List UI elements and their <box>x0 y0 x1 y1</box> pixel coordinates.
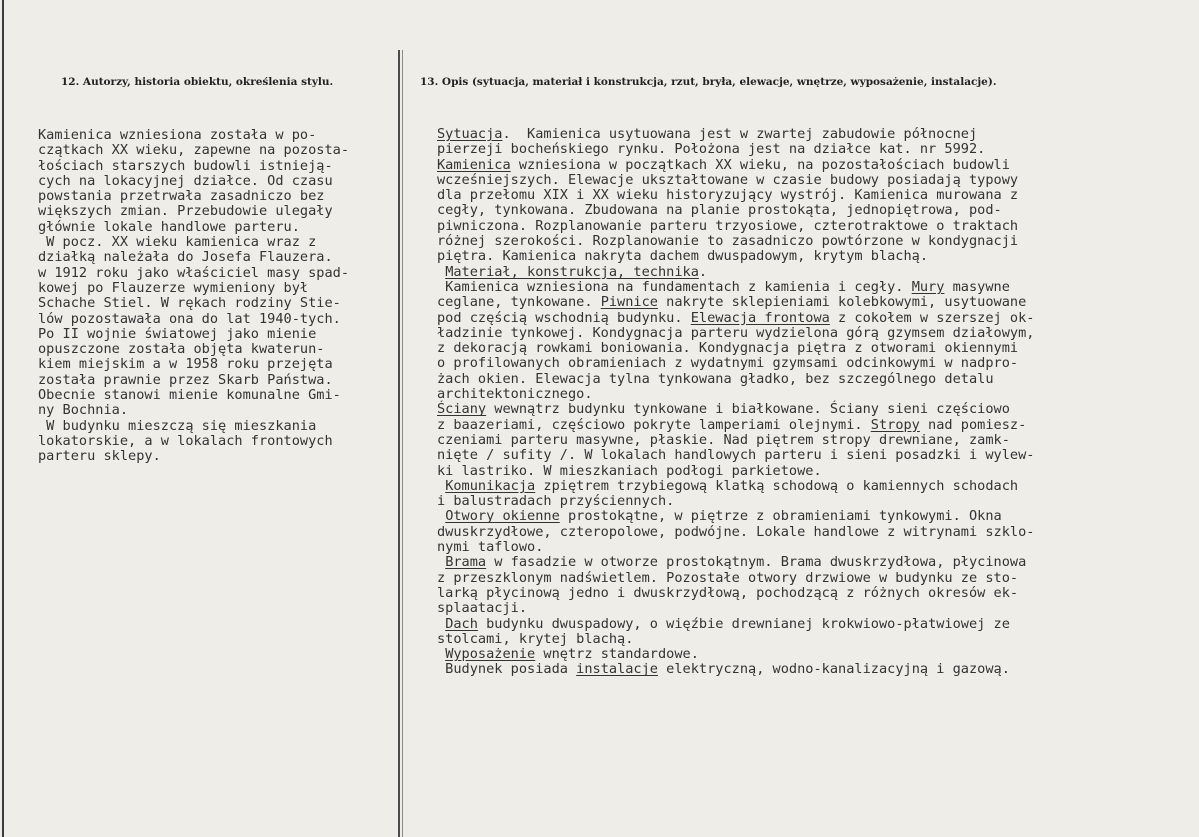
description-text-line <box>437 662 1034 677</box>
text-segment: piętra. Kamienica nakryta dachem dwuspadowym, krytym blachą. <box>437 248 929 265</box>
text-segment: różnej szerokości. Rozplanowanie to zasadniczo powtórzone w kondygnacji <box>437 233 1019 250</box>
text-segment: nymi taflowo. <box>437 539 544 556</box>
text-segment: z dekoracją rowkami boniowania. Kondygnacja piętra z otworami okiennymi <box>437 340 1019 357</box>
underlined-keyword: Elewacja frontowa <box>690 309 830 326</box>
underlined-keyword: Dach <box>445 615 478 632</box>
text-segment: z cokołem w szerszej ok- <box>829 309 1035 326</box>
description-text-line <box>437 311 1034 326</box>
underlined-keyword: instalacje <box>576 661 658 678</box>
text-segment: wewnątrz budynku tynkowane i białkowane. Ściany sieni częściowo <box>486 401 1010 418</box>
text-segment: z baazeriami, częściowo pokryte lamperiami olejnymi. <box>437 416 871 433</box>
text-segment: Budynek posiada <box>437 661 577 678</box>
text-segment <box>437 646 445 662</box>
description-text-line <box>437 418 1034 433</box>
description-text-column <box>437 127 1034 678</box>
description-text-line <box>437 617 1034 632</box>
description-text-line <box>437 326 1034 341</box>
text-segment: larką płycinową jedno i dwuskrzydłową, pochodzącą z różnych okresów ek- <box>437 584 1019 601</box>
section-12-heading: 12. Autorzy, historia obiektu, określenia stylu. <box>61 76 334 88</box>
text-segment: stolcami, krytej blachą. <box>437 630 634 647</box>
description-text-line <box>437 494 1034 509</box>
section-13-heading <box>420 76 997 88</box>
history-text-line: opuszczone została objęta kwaterun- <box>38 341 325 358</box>
text-segment: pod częścią wschodnią budynku. <box>437 309 691 326</box>
description-text-line <box>437 448 1034 463</box>
description-text-line <box>437 280 1034 295</box>
description-text-line <box>437 571 1034 586</box>
page-left-edge <box>2 0 4 837</box>
history-text-line: ny Bochnia. <box>38 402 129 419</box>
underlined-keyword: Kamienica <box>437 156 511 173</box>
description-text-line <box>437 601 1034 616</box>
text-segment: ceglane, tynkowane. <box>437 294 601 311</box>
description-text-line <box>437 509 1034 524</box>
text-segment <box>437 554 445 570</box>
history-text-line: działką należała do Josefa Flauzera. <box>38 249 333 266</box>
section-13-subtitle: (sytuacja, materiał i konstrukcja, rzut, bryła, elewacje, wnętrze, wyposażenie, instalacje). <box>468 76 997 88</box>
text-segment: nięte / sufity /. W lokalach handlowych parteru i sieni posadzki i wylew- <box>437 447 1035 464</box>
text-segment: o profilowanych obramieniach z wydatnymi gzymsami odcinkowymi w nadpro- <box>437 355 1019 372</box>
text-segment: nad pomiesz- <box>919 416 1027 433</box>
description-text-line <box>437 127 1034 142</box>
text-segment: . <box>698 263 708 280</box>
underlined-keyword: Mury <box>911 278 945 295</box>
text-segment: zpiętrem trzybiegową klatką schodową o kamiennych schodach <box>535 477 1019 494</box>
underlined-keyword: Piwnice <box>600 294 658 311</box>
underlined-keyword: Ściany <box>437 401 487 418</box>
text-segment: wnętrz standardowe. <box>535 646 699 663</box>
history-text-line: czątkach XX wieku, zapewne na pozosta- <box>38 142 349 159</box>
text-segment: splaatacji. <box>437 600 528 617</box>
history-text-line: łościach starszych budowli istnieją- <box>38 157 333 174</box>
description-text-line <box>437 249 1034 264</box>
history-text-line: Obecnie stanowi mienie komunalne Gmi- <box>38 387 341 404</box>
text-segment: ładzinie tynkowej. Kondygnacja parteru wydzielona górą gzymsem działowym, <box>437 324 1035 341</box>
description-text-line <box>437 356 1034 371</box>
text-segment: architektonicznego. <box>437 386 593 403</box>
text-segment: dwuskrzydłowe, czteropolowe, podwójne. Lokale handlowe z witrynami szklo- <box>437 523 1035 540</box>
history-text-line: lów pozostawała ona do lat 1940-tych. <box>38 310 341 327</box>
description-text-line <box>437 341 1034 356</box>
description-text-line <box>437 203 1034 218</box>
history-text-column <box>38 128 349 465</box>
underlined-keyword: Materiał, konstrukcja, technika <box>445 263 699 280</box>
history-text-line: Schache Stiel. W rękach rodziny Stie- <box>38 295 341 312</box>
history-text-line: kiem miejskim a w 1958 roku przejęta <box>38 356 333 373</box>
text-segment: żach okien. Elewacja tylna tynkowana gładko, bez szczególnego detalu <box>437 370 994 387</box>
text-segment: . Kamienica usytuowana jest w zwartej zabudowie północnej <box>502 126 978 142</box>
description-text-line <box>437 173 1034 188</box>
text-segment: w fasadzie w otworze prostokątnym. Brama dwuskrzydłowa, płycinowa <box>486 554 1027 571</box>
section-13-number: 13. Opis <box>420 76 469 88</box>
underlined-keyword: Komunikacja <box>445 477 536 494</box>
description-text-line <box>437 647 1034 662</box>
history-text-line: w 1912 roku jako właściciel masy spad- <box>38 264 349 281</box>
text-segment: czeniami parteru masywne, płaskie. Nad piętrem stropy drewniane, zamk- <box>437 431 1010 448</box>
description-text-line <box>437 540 1034 555</box>
text-segment: masywne <box>944 278 1010 295</box>
history-text-line: W budynku mieszczą się mieszkania <box>38 417 317 434</box>
underlined-keyword: Sytuacja <box>437 126 503 142</box>
text-segment: prostokątne, w piętrze z obramieniami tynkowymi. Okna <box>559 508 1002 525</box>
underlined-keyword: Otwory okienne <box>445 508 560 525</box>
description-text-line <box>437 402 1034 417</box>
description-text-line <box>437 265 1034 280</box>
description-text-line <box>437 372 1034 387</box>
description-text-line <box>437 295 1034 310</box>
underlined-keyword: Stropy <box>870 416 920 433</box>
description-text-line <box>437 555 1034 570</box>
history-text-line: została prawnie przez Skarb Państwa. <box>38 371 333 388</box>
description-text-line <box>437 142 1034 157</box>
text-segment: budynku dwuspadowy, o więźbie drewnianej krokwiowo-płatwiowej ze <box>477 615 1010 632</box>
description-text-line <box>437 234 1034 249</box>
description-text-line <box>437 219 1034 234</box>
description-text-line <box>437 433 1034 448</box>
text-segment: nakryte sklepieniami kolebkowymi, usytuowane <box>657 294 1027 311</box>
text-segment: wcześniejszych. Elewacje ukształtowane w czasie budowy posiadają typowy <box>437 171 1019 188</box>
history-text-line: parteru sklepy. <box>38 448 161 465</box>
history-text-line: powstania przetrwała zasadniczo bez <box>38 188 325 205</box>
text-segment: elektryczną, wodno-kanalizacyjną i gazową. <box>657 661 1010 678</box>
description-text-line <box>437 632 1034 647</box>
history-text-line: kowej po Flauzerze wymieniony był <box>38 279 309 296</box>
text-segment: Kamienica wzniesiona na fundamentach z kamienia i cegły. <box>437 278 912 295</box>
history-text-line: większych zmian. Przebudowie ulegały <box>38 203 333 220</box>
history-text-line: lokatorskie, a w lokalach frontowych <box>38 432 333 449</box>
text-segment <box>437 616 445 632</box>
text-segment: cegły, tynkowana. Zbudowana na planie prostokąta, jednopiętrowa, pod- <box>437 202 1002 219</box>
description-text-line <box>437 586 1034 601</box>
history-text-line: cych na lokacyjnej działce. Od czasu <box>38 172 333 189</box>
text-segment: pierzeji bocheńskiego rynku. Położona jest na działce kat. nr 5992. <box>437 141 986 158</box>
description-text-line <box>437 188 1034 203</box>
history-text-line: Po II wojnie światowej jako mienie <box>38 325 317 342</box>
history-text-line: Kamienica wzniesiona została w po- <box>38 127 317 143</box>
underlined-keyword: Wyposażenie <box>445 646 536 663</box>
text-segment: z przeszklonym nadświetlem. Pozostałe otwory drzwiowe w budynku ze sto- <box>437 569 1019 586</box>
history-text-line: W pocz. XX wieku kamienica wraz z <box>38 234 317 251</box>
text-segment <box>437 508 445 524</box>
text-segment: ki lastriko. W mieszkaniach podłogi parkietowe. <box>437 462 822 479</box>
text-segment <box>437 478 445 494</box>
text-segment <box>437 264 445 280</box>
text-segment: wzniesiona w początkach XX wieku, na pozostałościach budowli <box>510 156 1010 173</box>
underlined-keyword: Brama <box>445 554 487 571</box>
description-text-line <box>437 525 1034 540</box>
description-text-line <box>437 464 1034 479</box>
column-divider-shadow <box>402 50 403 837</box>
description-text-line <box>437 158 1034 173</box>
history-text-line: głównie lokale handlowe parteru. <box>38 218 300 235</box>
text-segment: dla przełomu XIX i XX wieku historyzujący wystrój. Kamienica murowana z <box>437 187 1019 204</box>
column-divider <box>398 50 400 837</box>
text-segment: i balustradach przyściennych. <box>437 493 675 510</box>
description-text-line <box>437 479 1034 494</box>
text-segment: piwniczona. Rozplanowanie parteru trzyosiowe, czterotraktowe o traktach <box>437 217 1019 234</box>
